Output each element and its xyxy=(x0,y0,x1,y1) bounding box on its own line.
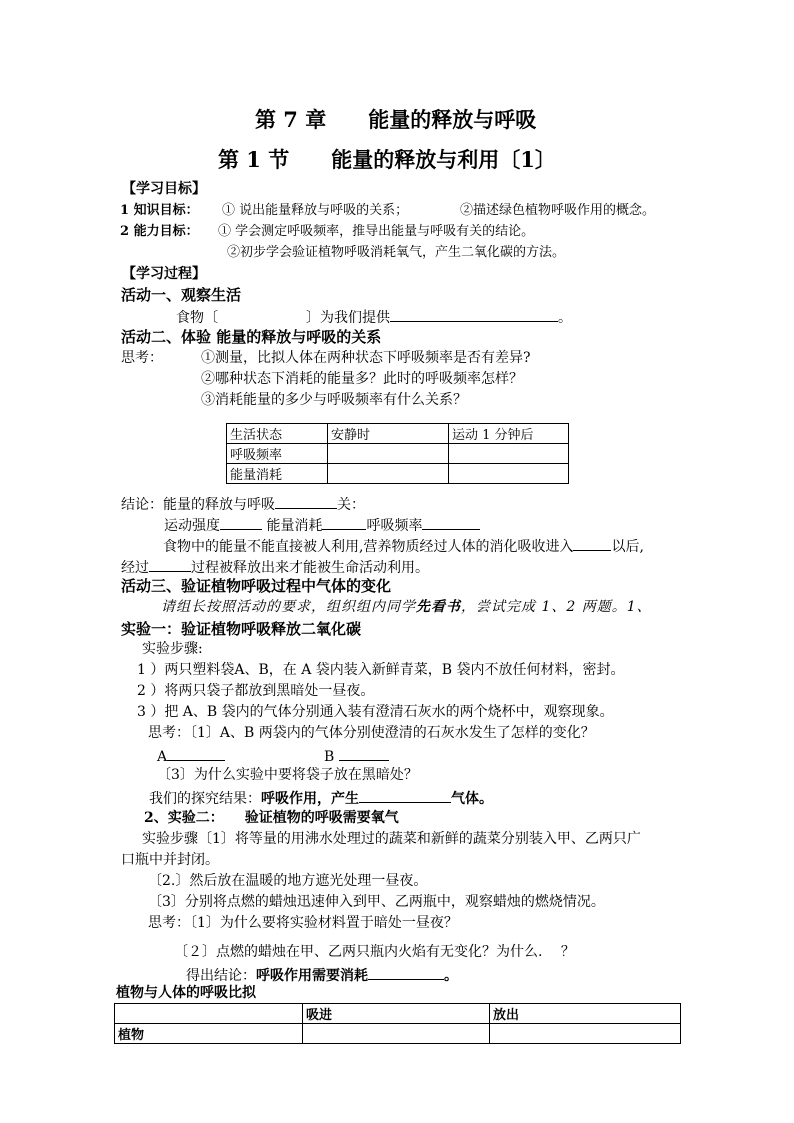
activity1-line: 食物〔 〕为我们提供 。 xyxy=(176,307,572,327)
think-q2: ②哪种状态下消耗的能量多？此时的呼吸频率怎样？ xyxy=(201,371,523,387)
table-row xyxy=(115,1004,681,1024)
activity1-title: 活动一、观察生活 xyxy=(121,286,242,304)
exp2-step1: 实验步骤〔1〕将等量的用沸水处理过的蔬菜和新鲜的蔬菜分别装入甲、乙两只广 xyxy=(142,831,641,847)
think-q3: ③消耗能量的多少与呼吸频率有什么关系？ xyxy=(201,392,467,408)
exp2-conclusion: 得出结论：呼吸作用需要消耗 。 xyxy=(186,965,458,985)
activity2-title: 活动二、体验 能量的释放与呼吸的关系 xyxy=(121,328,382,346)
table-header: 吸进 xyxy=(303,1004,490,1024)
exp2-title: 2、实验二： 验证植物的呼吸需要氧气 xyxy=(144,810,399,826)
compare-table xyxy=(114,1003,681,1044)
table-header: 运动 1 分钟后 xyxy=(449,424,569,444)
exp1-title: 实验一：验证植物呼吸释放二氧化碳 xyxy=(121,620,362,638)
ability-goal-2: ②初步学会验证植物呼吸消耗氧气，产生二氧化碳的方法。 xyxy=(227,245,566,260)
exp2-think1: 思考：〔1〕为什么要将实验材料置于暗处一昼夜？ xyxy=(148,915,458,931)
exp1-think3: 〔3〕为什么实验中要将袋子放在黑暗处？ xyxy=(157,767,418,783)
table-row xyxy=(115,1024,681,1044)
table-cell[interactable] xyxy=(490,1024,681,1044)
section-title: 第 1 节 能量的释放与利用〔1〕 xyxy=(218,147,556,172)
knowledge-goal-1: ① 说出能量释放与呼吸的关系； xyxy=(222,203,409,218)
think-q1: ①测量，比拟人体在两种状态下呼吸频率是否有差异? xyxy=(201,350,531,366)
steps-label: 实验步骤: xyxy=(142,641,203,657)
activity3-title: 活动三、验证植物呼吸过程中气体的变化 xyxy=(121,577,392,595)
table-row-label: 植物 xyxy=(115,1024,303,1044)
table-cell[interactable] xyxy=(449,444,569,464)
table-row xyxy=(227,464,569,484)
table-row xyxy=(227,424,569,444)
table-header: 安静时 xyxy=(328,424,449,444)
answer-b-line: B xyxy=(324,746,389,766)
table-row xyxy=(227,444,569,464)
table-cell[interactable] xyxy=(449,464,569,484)
ability-goal-1: ① 学会测定呼吸频率，推导出能量与呼吸有关的结论。 xyxy=(218,224,535,239)
table-row-label: 能量消耗 xyxy=(227,464,328,484)
conclusion-line: 结论：能量的释放与呼吸 关： xyxy=(121,494,365,514)
table-header: 生活状态 xyxy=(227,424,328,444)
table-row-label: 呼吸频率 xyxy=(227,444,328,464)
activity3-instruction: 请组长按照活动的要求，组织组内同学先看书，尝试完成 1、2 两题。1、 xyxy=(161,599,652,615)
exp2-step3: 〔3〕分别将点燃的蜡烛迅速伸入到甲、乙两瓶中，观察蜡烛的燃烧情况。 xyxy=(148,894,605,910)
answer-a-line: A xyxy=(157,746,225,766)
exp1-step3: 3 ）把 A、B 袋内的气体分别通入装有澄清石灰水的两个烧杯中，观察现象。 xyxy=(137,704,614,720)
breathing-table xyxy=(226,423,569,484)
food-line: 食物中的能量不能直接被人利用,营养物质经过人体的消化吸收进入 以后, xyxy=(163,536,644,556)
exp2-step1-cont: 口瓶中并封闭。 xyxy=(121,852,219,868)
think-label: 思考： xyxy=(121,350,163,366)
ability-label: 2 能力目标： xyxy=(120,224,199,239)
table-header: 放出 xyxy=(490,1004,681,1024)
knowledge-goal-2: ②描述绿色植物呼吸作用的概念。 xyxy=(460,203,656,218)
table-cell[interactable] xyxy=(303,1024,490,1044)
exp2-step2: 〔2.〕然后放在温暖的地方遮光处理一昼夜。 xyxy=(148,873,428,889)
process-heading: 【学习过程】 xyxy=(122,266,206,282)
intensity-line: 运动强度 能量消耗 呼吸频率 xyxy=(164,515,480,535)
exp1-result: 我们的探究结果：呼吸作用，产生 气体。 xyxy=(149,788,493,808)
table-cell[interactable] xyxy=(328,444,449,464)
compare-title: 植物与人体的呼吸比拟 xyxy=(116,985,256,1001)
exp1-step2: 2 ）将两只袋子都放到黑暗处一昼夜。 xyxy=(137,683,375,699)
chapter-title: 第 7 章 能量的释放与呼吸 xyxy=(255,107,537,132)
exp2-think2: 〔２〕点燃的蜡烛在甲、乙两只瓶内火焰有无变化？为什么. ？ xyxy=(174,944,575,960)
exp1-think1: 思考：〔1〕A、B 两袋内的气体分别使澄清的石灰水发生了怎样的变化？ xyxy=(148,725,595,741)
food-line-2: 经过 过程被释放出来才能被生命活动利用。 xyxy=(121,557,429,577)
knowledge-label: 1 知识目标： xyxy=(120,203,199,218)
exp1-step1: 1 ）两只塑料袋A、B，在 A 袋内装入新鲜青菜，B 袋内不放任何材料，密封。 xyxy=(137,662,625,678)
goals-heading: 【学习目标】 xyxy=(122,181,206,197)
table-header xyxy=(115,1004,303,1024)
table-cell[interactable] xyxy=(328,464,449,484)
